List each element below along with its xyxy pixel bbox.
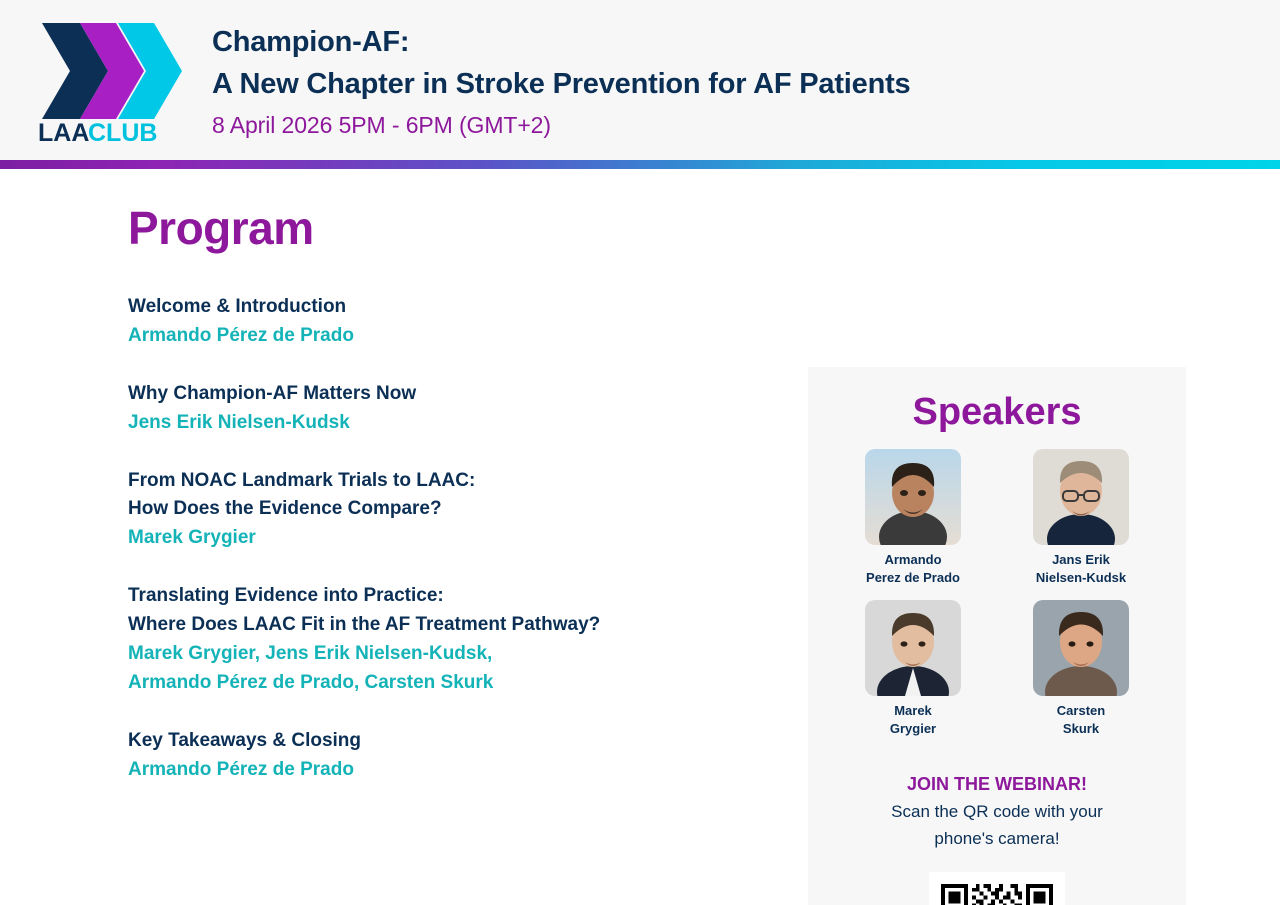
speaker-card [1015,449,1147,586]
speaker-name-line-1: Jans Erik [1052,552,1110,567]
speakers-heading: Speakers [912,391,1082,433]
portrait-icon [1033,600,1129,696]
body [0,169,1280,848]
speaker-name-line-1: Marek [894,703,932,719]
svg-text:CLUB: CLUB [88,119,158,145]
program-session [128,293,680,351]
portrait-icon [1033,449,1129,545]
join-webinar-instruction-line-2: phone's camera! [934,828,1060,848]
qr-code-container[interactable] [929,872,1065,905]
speaker-name-line-1: Carsten [1056,703,1106,719]
program-session [128,380,680,438]
speaker-photo [1033,449,1129,545]
session-speakers: Armando Pérez de Prado [128,758,354,780]
session-speakers: Marek Grygier [128,527,256,549]
speaker-card [1015,600,1147,737]
speaker-card [847,449,979,586]
speakers-panel [808,367,1186,905]
join-webinar-instruction-line-1: Scan the QR code with your [891,801,1103,821]
speaker-card [847,600,979,737]
join-webinar-heading: JOIN THE WEBINAR! [907,774,1087,795]
laaclub-logo [36,15,186,145]
speaker-photo [865,449,961,545]
speaker-name-line-2: Nielsen-Kudsk [1035,569,1127,585]
session-title: Welcome & Introduction [128,296,347,317]
portrait-icon [865,449,961,545]
qr-code-icon[interactable] [941,884,1053,905]
session-title: How Does the Evidence Compare? [128,498,442,520]
program-session [128,467,680,554]
program-heading: Program [128,202,314,254]
session-speakers: Armando Pérez de Prado, Carsten Skurk [128,671,494,693]
speaker-grid [826,449,1168,751]
header-text [212,15,910,144]
speaker-photo [1033,600,1129,696]
session-speakers: Jens Erik Nielsen-Kudsk [128,411,350,433]
speaker-photo [865,600,961,696]
header [0,0,1280,160]
session-title: Where Does LAAC Fit in the AF Treatment Pathway? [128,614,601,635]
svg-text:LAA: LAA [38,119,90,145]
portrait-icon [865,600,961,696]
speaker-name-line-1: Armando [884,552,942,567]
program-section [0,169,680,813]
speaker-name-line-2: Perez de Prado [866,569,960,585]
program-session [128,582,680,698]
event-datetime: 8 April 2026 5PM - 6PM (GMT+2) [212,111,551,138]
logo-mark [36,15,186,145]
event-title-line-2: A New Chapter in Stroke Prevention for AF Patients [212,68,911,101]
session-title: From NOAC Landmark Trials to LAAC: [128,469,476,491]
event-title-line-1: Champion-AF: [212,26,410,59]
session-title: Key Takeaways & Closing [128,729,362,751]
speaker-name-line-2: Grygier [889,720,937,736]
session-speakers: Marek Grygier, Jens Erik Nielsen-Kudsk, [128,642,493,664]
speaker-name-line-2: Skurk [1062,720,1100,736]
program-session [128,727,680,785]
session-speakers: Armando Pérez de Prado [128,324,354,346]
session-title: Translating Evidence into Practice: [128,585,444,607]
session-title: Why Champion-AF Matters Now [128,382,417,404]
header-gradient-divider [0,160,1280,169]
